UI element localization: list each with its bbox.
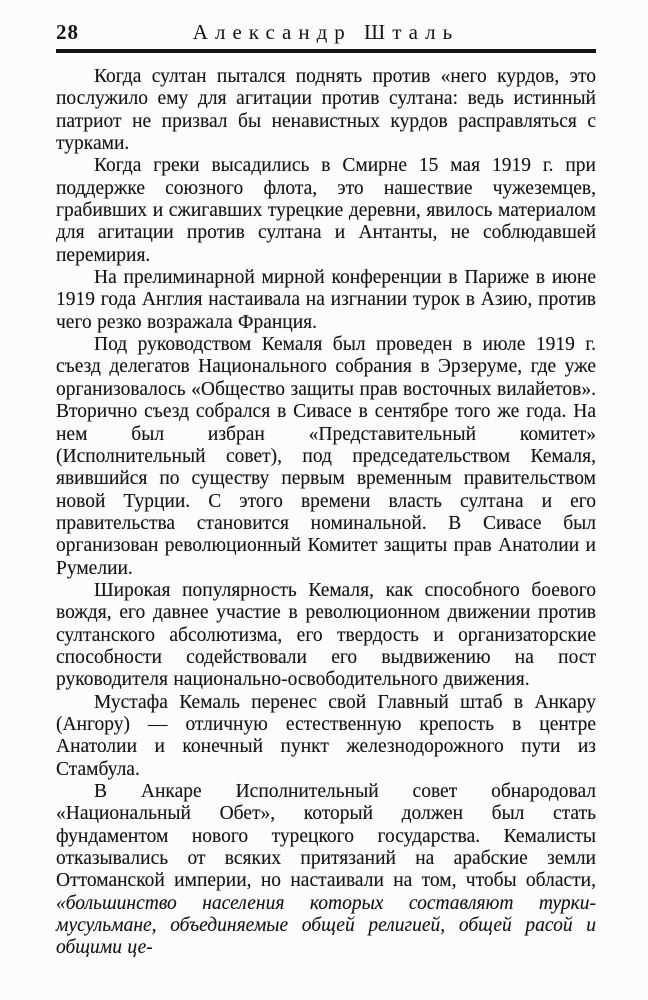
page-header [56,20,596,44]
body-paragraph: Широкая популярность Кемаля, как способного боевого вождя, его давнее участие в революционном движении против султанского абсолютизма, его твердость и организаторские способности содействовали его выдвижению на пост руководителя национально-освободительного движения. [56,579,596,691]
body-paragraph: Мустафа Кемаль перенес свой Главный штаб в Анкару (Ангору) — отличную естественную крепость в центре Анатолии и конечный пункт железнодорожного пути из Стамбула. [56,691,596,780]
body-paragraph [56,781,596,960]
header-rule [56,49,596,53]
page-number: 28 [56,20,79,44]
running-title: Александр Шталь [192,20,460,44]
body-paragraph: На прелиминарной мирной конференции в Париже в июне 1919 года Англия настаивала на изгнании турок в Азию, против чего резко возражала Франция. [56,267,596,333]
italic-quote: «большинство населения которых составляют турки-мусульмане, объединяемые общей религией, общей расой и общими це- [56,892,596,959]
text-body [56,66,596,960]
body-paragraph: Когда султан пытался поднять против «него курдов, это послужило ему для агитации против султана: ведь истинный патриот не призвал бы ненавистных курдов расправляться с турками. [56,66,596,155]
body-paragraph: Под руководством Кемаля был проведен в июле 1919 г. съезд делегатов Национального собрания в Эрзеруме, где уже организовалось «Общество защиты прав восточных вилайетов». Вторично съезд собрался в Сивасе в сентябре того же года. На нем был избран «Представительный комитет» (Исполнительный совет), под председательством Кемаля, явившийся по существу первым временным правительством новой Турции. С этого времени власть султана и его правительства становится номинальной. В Сивасе был организован революционный Комитет защиты прав Анатолии и Румелии. [56,334,596,579]
paragraph-regular-text: В Анкаре Исполнительный совет обнародовал «Национальный Обет», который должен был стать фундаментом нового турецкого государства. Кемалисты отказывались от всяких притязаний на арабские земли Оттоманской империи, но настаивали на том, чтобы области, [56,781,596,892]
body-paragraph: Когда греки высадились в Смирне 15 мая 1919 г. при поддержке союзного флота, это нашествие чужеземцев, грабивших и сжигавших турецкие деревни, явилось материалом для агитации против султана и Антанты, не соблюдавшей перемирия. [56,155,596,266]
